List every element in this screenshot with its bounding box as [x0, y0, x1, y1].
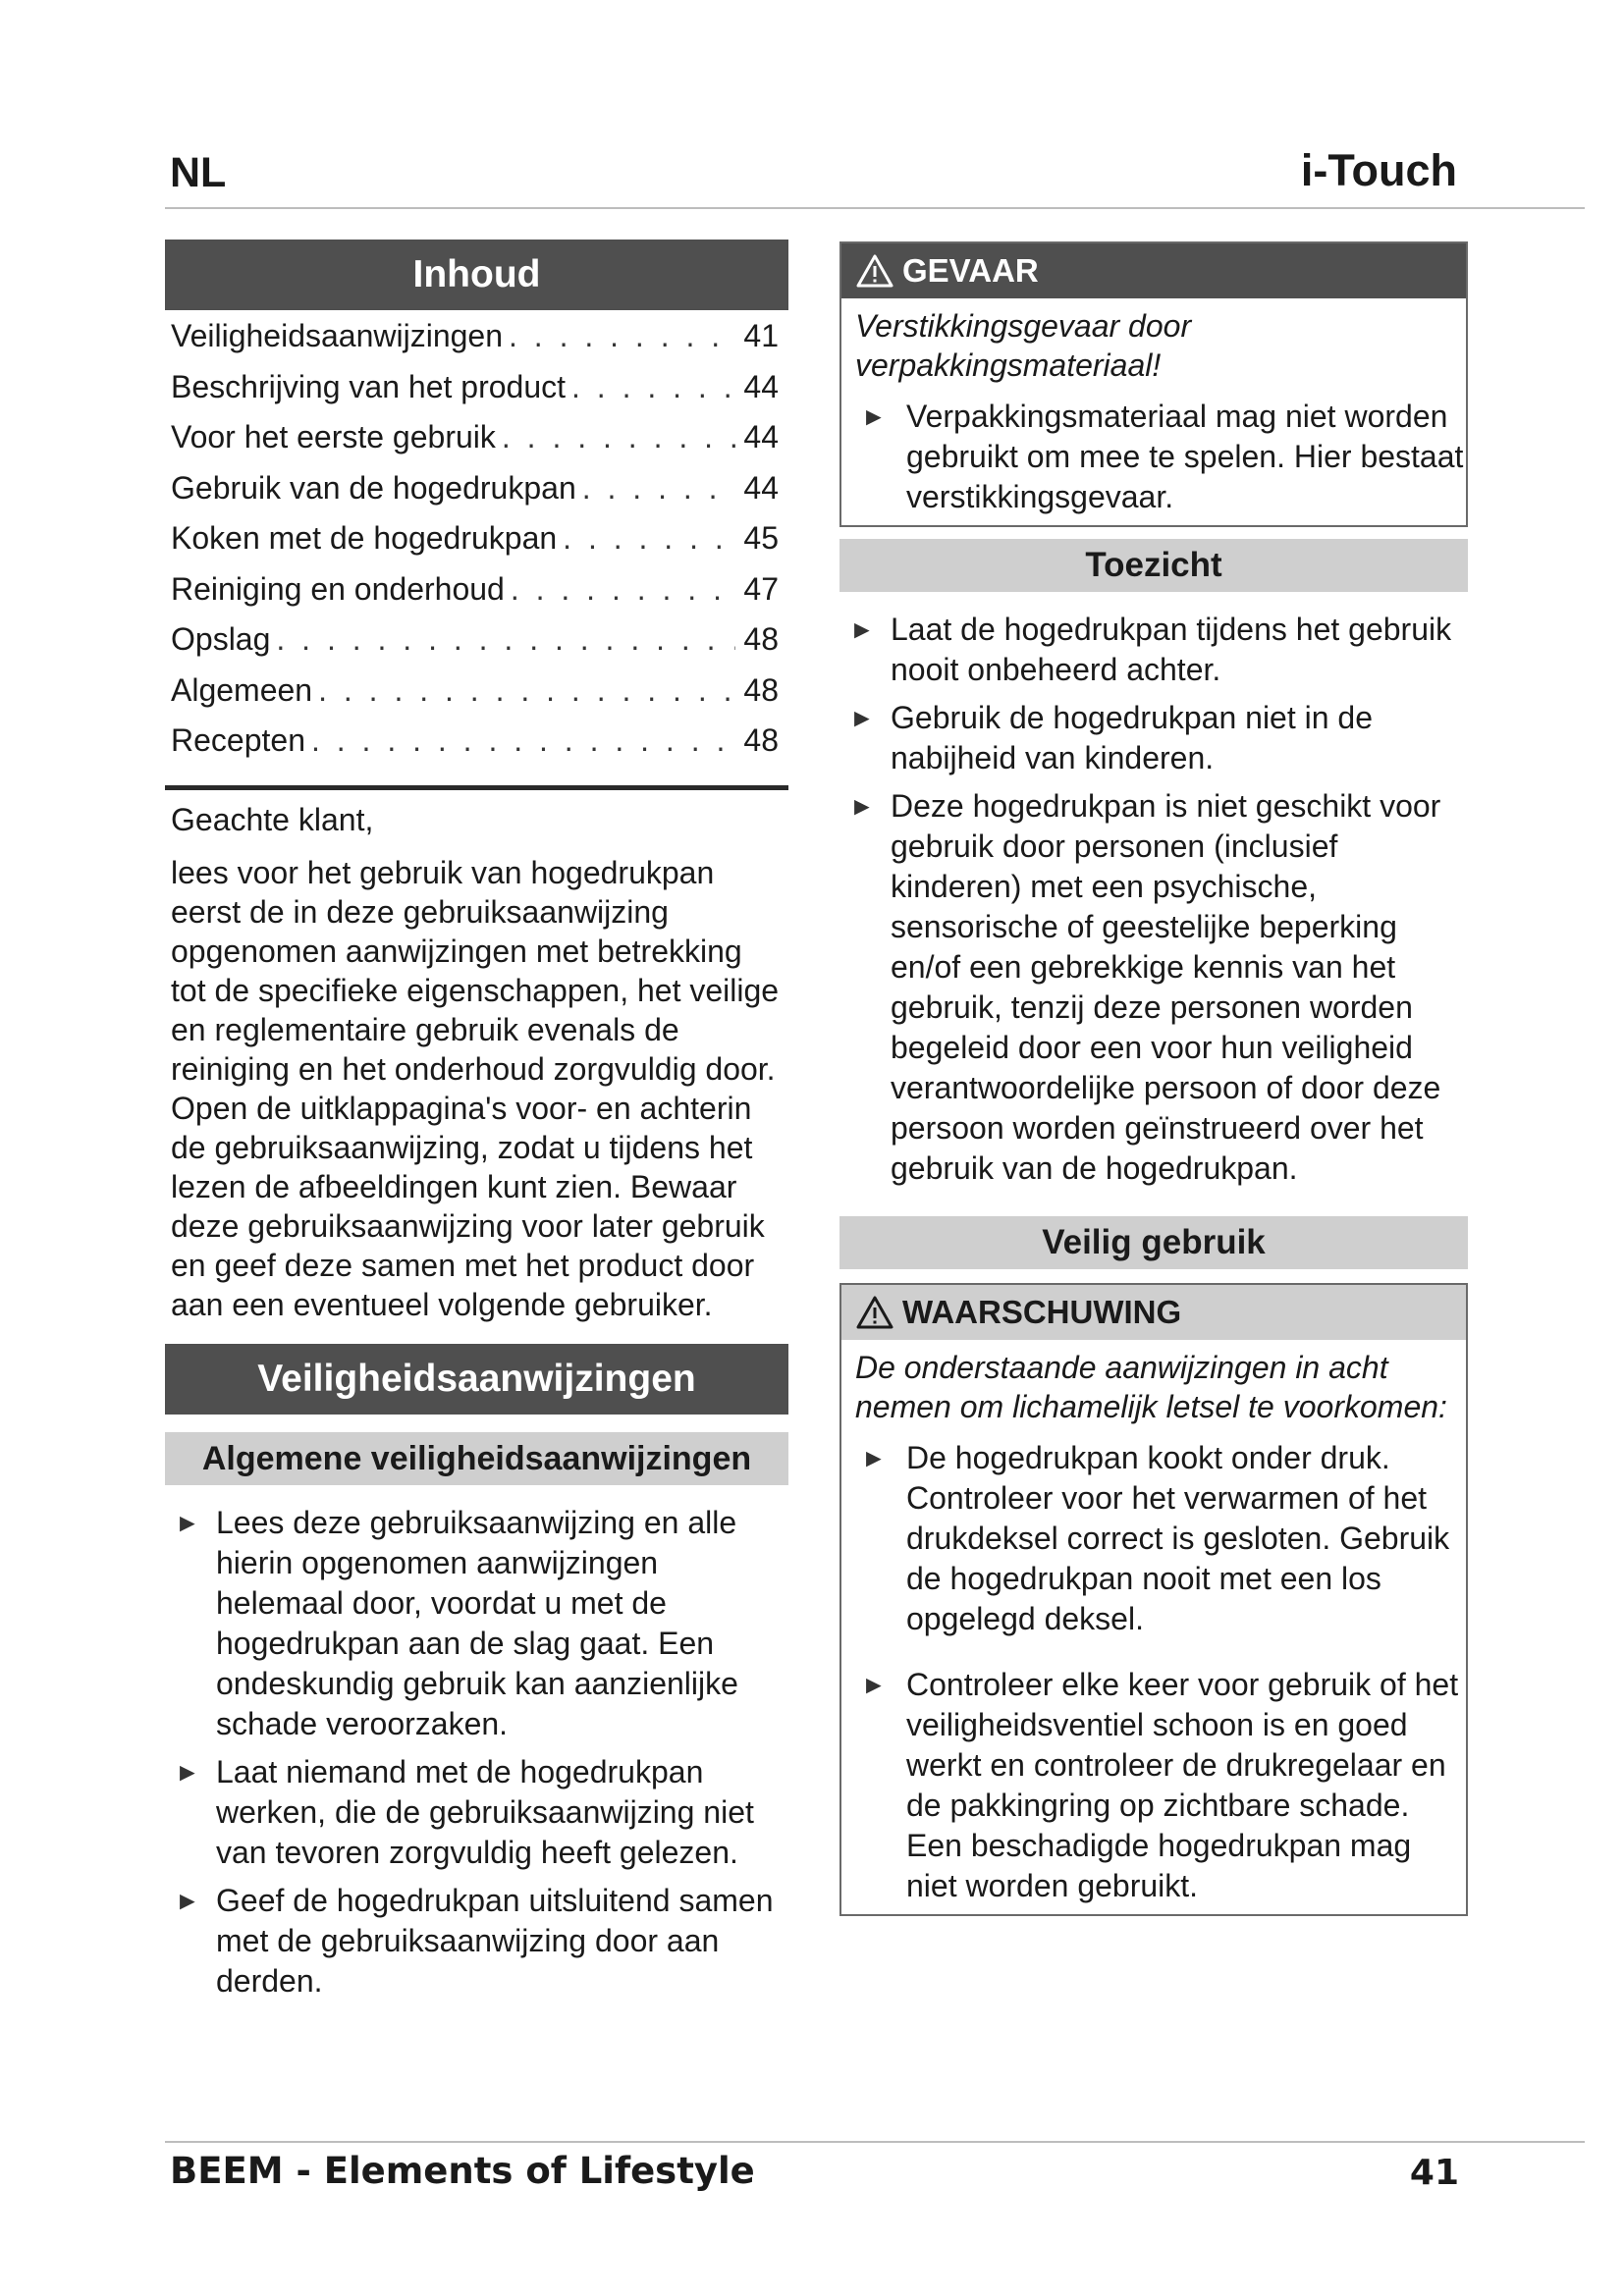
list-item-text: Lees deze gebruiksaanwijzing en alle hierin opgenomen aanwijzingen helemaal door, voordat u met de hogedrukpan aan de slag gaat. Een ondeskundig gebruik kan aanzienlijke schade veroorzaken. — [216, 1504, 738, 1741]
list-item-text: Deze hogedrukpan is niet geschikt voor gebruik door personen (inclusief kinderen) met een psychische, sensorische of geestelijke beperking en/of een gebrekkige kennis van het gebruik, tenzij deze personen worden begeleid door een voor hun veiligheid verantwoordelijke persoon of door deze persoon worden geïnstrueerd over het gebruik van de hogedrukpan. — [891, 788, 1441, 1186]
toc-item[interactable] — [165, 318, 788, 369]
toc-item-label: Beschrijving van het product — [171, 368, 566, 404]
toc-leader — [318, 672, 735, 709]
right-column — [839, 241, 1468, 1916]
warning-triangle-icon — [855, 1295, 894, 1330]
toc-item-page: 48 — [743, 671, 779, 708]
intro-paragraph: lees voor het gebruik van hogedrukpan eerst de in deze gebruiksaanwijzing opgenomen aanwijzingen met betrekking tot de specifieke eigenschappen, het veilige en reglementaire gebruik evenals de reiniging en het onderhoud zorgvuldig door. Open de uitklappagina's voor- en achterin de gebruiksaanwijzing, zodat u tijdens het lezen de afbeeldingen kunt zien. Bewaar deze gebruiksaanwijzing voor later gebruik en geef deze samen met het product door aan een eventueel volgende gebruiker. — [171, 854, 780, 1322]
list-item-text: De hogedrukpan kookt onder druk. Controleer voor het verwarmen of het drukdeksel correct is gesloten. Gebruik de hogedrukpan nooit met een los opgelegd deksel. — [906, 1440, 1450, 1636]
list-item — [839, 698, 1468, 778]
warning-intro: De onderstaande aanwijzingen in acht nemen om lichamelijk letsel te voorkomen: — [855, 1350, 1447, 1424]
language-code: NL — [170, 149, 227, 196]
toc-item[interactable] — [165, 470, 788, 521]
list-item — [839, 610, 1468, 690]
toc-item-label: Veiligheidsaanwijzingen — [171, 318, 504, 353]
subsection-title-general-safety: Algemene veiligheidsaanwijzingen — [165, 1432, 788, 1485]
toc-item-page: 44 — [743, 368, 779, 404]
toc-leader — [311, 722, 735, 759]
triangle-right-icon: ► — [175, 1885, 200, 1915]
toc-title: Inhoud — [165, 240, 788, 310]
danger-label: GEVAAR — [902, 252, 1039, 289]
list-item-text: Controleer elke keer voor gebruik of het veiligheidsventiel schoon is en goed werkt en controleer de drukregelaar en de pakkingring op zichtbare schade. Een beschadigde hogedrukpan mag niet worden gebruikt. — [906, 1667, 1459, 1903]
toc-leader — [582, 470, 735, 507]
list-item-text: Laat de hogedrukpan tijdens het gebruik nooit onbeheerd achter. — [891, 612, 1452, 687]
triangle-right-icon: ► — [849, 703, 875, 732]
toc-item-label: Gebruik van de hogedrukpan — [171, 469, 576, 506]
footer-divider — [165, 2141, 1585, 2143]
danger-header — [841, 243, 1466, 298]
table-of-contents — [165, 318, 788, 774]
list-item-text: Gebruik de hogedrukpan niet in de nabijheid van kinderen. — [891, 700, 1374, 775]
toc-item[interactable] — [165, 419, 788, 470]
toc-item-page: 48 — [743, 621, 779, 657]
toc-item-page: 47 — [743, 570, 779, 607]
toc-leader — [571, 369, 735, 405]
triangle-right-icon: ► — [849, 791, 875, 821]
toc-item[interactable] — [165, 571, 788, 622]
toc-item-page: 41 — [743, 318, 779, 353]
toc-item[interactable] — [165, 621, 788, 672]
triangle-right-icon: ► — [849, 614, 875, 644]
toc-item-page: 45 — [743, 520, 779, 556]
list-item — [165, 1503, 788, 1744]
toc-item[interactable] — [165, 672, 788, 723]
toc-leader — [502, 419, 735, 455]
danger-box — [839, 241, 1468, 527]
list-item — [165, 1881, 788, 2002]
warning-triangle-icon — [855, 253, 894, 289]
triangle-right-icon: ► — [175, 1756, 200, 1787]
toc-item-page: 44 — [743, 469, 779, 506]
toc-item[interactable] — [165, 722, 788, 774]
general-safety-list — [165, 1503, 788, 2002]
toc-item-label: Recepten — [171, 722, 305, 758]
toc-item-page: 44 — [743, 419, 779, 454]
page-number: 41 — [1409, 2153, 1459, 2193]
danger-list — [841, 397, 1466, 517]
list-item — [841, 1665, 1466, 1906]
toc-item-page: 48 — [743, 722, 779, 758]
section-title-safety: Veiligheidsaanwijzingen — [165, 1344, 788, 1415]
toc-item-label: Voor het eerste gebruik — [171, 419, 496, 454]
toc-item-label: Opslag — [171, 621, 271, 657]
warning-label: WAARSCHUWING — [902, 1294, 1182, 1330]
list-item — [841, 397, 1466, 517]
salutation: Geachte klant, — [171, 801, 374, 837]
toc-leader — [563, 520, 735, 557]
header-divider — [165, 207, 1585, 209]
list-item — [841, 1438, 1466, 1639]
list-item — [839, 786, 1468, 1189]
safe-use-list — [841, 1438, 1466, 1906]
triangle-right-icon: ► — [861, 1670, 887, 1699]
danger-intro: Verstikkingsgevaar door verpakkingsmateriaal! — [855, 308, 1192, 383]
warning-header — [841, 1285, 1466, 1340]
section-title-safe-use: Veilig gebruik — [839, 1216, 1468, 1269]
toc-leader — [509, 318, 735, 354]
toc-item-label: Algemeen — [171, 671, 313, 708]
toc-leader — [511, 571, 735, 608]
toc-item[interactable] — [165, 520, 788, 571]
list-item-text: Verpakkingsmateriaal mag niet worden gebruikt om mee te spelen. Hier bestaat verstikkingsgevaar. — [906, 399, 1464, 514]
list-item-text: Laat niemand met de hogedrukpan werken, die de gebruiksaanwijzing niet van tevoren zorgvuldig heeft gelezen. — [216, 1753, 754, 1870]
triangle-right-icon: ► — [175, 1507, 200, 1537]
list-item — [165, 1752, 788, 1873]
left-column — [165, 240, 788, 2009]
supervision-list — [839, 610, 1468, 1189]
toc-item-label: Reiniging en onderhoud — [171, 570, 505, 607]
triangle-right-icon: ► — [861, 401, 887, 431]
warning-box — [839, 1283, 1468, 1916]
list-item-text: Geef de hogedrukpan uitsluitend samen met de gebruiksaanwijzing door aan derden. — [216, 1882, 774, 1999]
toc-item-label: Koken met de hogedrukpan — [171, 520, 558, 556]
product-name: i-Touch — [1300, 145, 1457, 195]
section-title-supervision: Toezicht — [839, 539, 1468, 592]
toc-divider — [165, 785, 788, 790]
toc-leader — [276, 621, 735, 658]
footer-brand: BEEM - Elements of Lifestyle — [170, 2150, 755, 2192]
toc-item[interactable] — [165, 369, 788, 420]
triangle-right-icon: ► — [861, 1443, 887, 1472]
